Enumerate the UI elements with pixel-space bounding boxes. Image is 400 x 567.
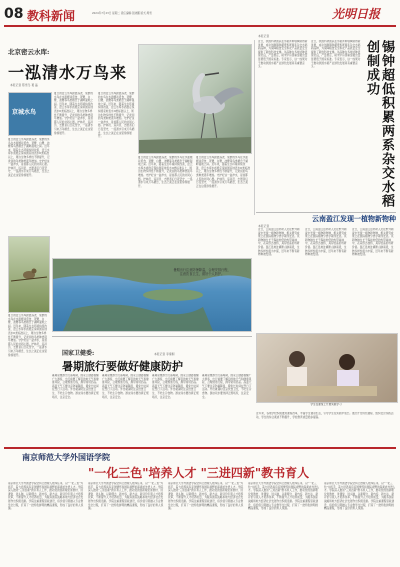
story4-kicker: 国家卫健委: <box>62 350 95 357</box>
banner-school: 南京师范大学外国语学院 <box>22 452 110 462</box>
banner-col-1: 南京师范大学外国语学院坚持立德树人根本任务，以"一化三色"为抓手，着力培养具有家国情怀和国际视野的高素质外语人才。学院深入推进"三进四新"教书育人工作，推动党的创新理论进教材、进课堂、进头脑，以新理念、新内容、新方法、新评价引领人才培养改革，不断提升人才培养质量，为服务国家战略和地方经济社会发展作出积极贡献。学院注重课程思政建设，将价值引领融入专业教学全过程，打造了一批特色鲜明的精品课程，形成了良好的育人氛围。 <box>8 482 84 511</box>
inset-label: 京城水鸟 <box>12 109 37 116</box>
story1-headline: 一泓清水万鸟来 <box>8 63 128 82</box>
story4-col-2: 暑期是旅游出行高峰期，国家卫健委提醒广大游客，出行前要了解目的地天气和健康风险，合理规划行程，携带常用药品。高温天气下要注意防暑降温，避免长时间在烈日下活动。外出就餐时注意饮食卫生，不吃生冷食物。游泳戏水要选择正规场所，注意安全。 <box>102 374 149 399</box>
story4-col-4: 暑期是旅游出行高峰期，国家卫健委提醒广大游客，出行前要了解目的地天气和健康风险，合理规划行程，携带常用药品。高温天气下要注意防暑降温，避免长时间在烈日下活动。外出就餐时注意饮食卫生，不吃生冷食物。游泳戏水要选择正规场所，注意安全。 <box>202 374 252 399</box>
story2-headline: 锡钟超低积累两系杂交水稻创制成功 <box>364 40 394 208</box>
story4-pullquote: 暑期出行注意防暑降温，合理安排行程，注意饮食卫生，做好个人防护。 <box>173 268 231 277</box>
newspaper-logo: 光明日报 <box>332 7 381 21</box>
story1-kicker: 北京密云水库: <box>8 48 50 56</box>
story1-col-1: 夏日的密云水库碧波荡漾，成群的水鸟在水面嬉戏觅食，苍鹭、白鹭、池鹭等鸟类栖息于湖畔湿地之间。近年来，随着生态环境持续改善，密云水库水质稳定保持国家地表水II类标准以上，周边生物多样性不断提升，记录到的鸟类种类逐年增加。守护好这一盆净水，是首都人民的共同心愿。护林员、巡河员、志愿者们日夜坚守，一泓清水引来万鸟栖息，生态之美正在这里徐徐展开。 <box>8 138 50 177</box>
story1-col-4: 夏日的密云水库碧波荡漾，成群的水鸟在水面嬉戏觅食，苍鹭、白鹭、池鹭等鸟类栖息于湖畔湿地之间。近年来，随着生态环境持续改善，密云水库水质稳定保持国家地表水II类标准以上，周边生物多样性不断提升，记录到的鸟类种类逐年增加。守护好这一盆净水，是首都人民的共同心愿。护林员、巡河员、志愿者们日夜坚守，一泓清水引来万鸟栖息，生态之美正在这里徐徐展开。 <box>138 156 193 188</box>
story4-rule <box>52 336 252 337</box>
classroom-illustration <box>257 334 397 402</box>
story1-col-6: 夏日的密云水库碧波荡漾，成群的水鸟在水面嬉戏觅食，苍鹭、白鹭、池鹭等鸟类栖息于湖畔湿地之间。近年来，随着生态环境持续改善，密云水库水质稳定保持国家地表水II类标准以上，周边生物多样性不断提升，记录到的鸟类种类逐年增加。守护好这一盆净水，是首都人民的共同心愿。护林员、巡河员、志愿者们日夜坚守，一泓清水引来万鸟栖息，生态之美正在这里徐徐展开。 <box>8 314 47 357</box>
story1-col-3: 夏日的密云水库碧波荡漾，成群的水鸟在水面嬉戏觅食，苍鹭、白鹭、池鹭等鸟类栖息于湖畔湿地之间。近年来，随着生态环境持续改善，密云水库水质稳定保持国家地表水II类标准以上，周边生物多样性不断提升，记录到的鸟类种类逐年增加。守护好这一盆净水，是首都人民的共同心愿。护林员、巡河员、志愿者们日夜坚守，一泓清水引来万鸟栖息，生态之美正在这里徐徐展开。 <box>98 92 135 139</box>
story3-col-3: 近日，云南盈江县科研人员在野外调查中发现一植物新物种，相关研究成果已在国际植物分类学期刊发表。该新物种生长于海拔较低的热带雨林中，花朵形态独特，具有较高的科研价值。盈江县地处横断山脉南段，生物多样性极为丰富，近年来不断有新物种被发现。 <box>352 228 394 257</box>
story4-col-1: 暑期是旅游出行高峰期，国家卫健委提醒广大游客，出行前要了解目的地天气和健康风险，合理规划行程，携带常用药品。高温天气下要注意防暑降温，避免长时间在烈日下活动。外出就餐时注意饮食卫生，不吃生冷食物。游泳戏水要选择正规场所，注意安全。 <box>52 374 99 399</box>
column-divider <box>254 40 255 215</box>
heron-illustration <box>139 45 251 153</box>
story3-col-1: 近日，云南盈江县科研人员在野外调查中发现一植物新物种，相关研究成果已在国际植物分类学期刊发表。该新物种生长于海拔较低的热带雨林中，花朵形态独特，具有较高的科研价值。盈江县地处横断山脉南段，生物多样性极为丰富，近年来不断有新物种被发现。 <box>258 228 300 257</box>
story3-headline: 云南盈江发现一植物新物种 <box>312 214 396 223</box>
page-header <box>0 0 400 28</box>
banner-headline: "一化三色"培养人才 "三进四新"教书育人 <box>88 466 310 480</box>
banner-col-4: 南京师范大学外国语学院坚持立德树人根本任务，以"一化三色"为抓手，着力培养具有家国情怀和国际视野的高素质外语人才。学院深入推进"三进四新"教书育人工作，推动党的创新理论进教材、进课堂、进头脑，以新理念、新内容、新方法、新评价引领人才培养改革，不断提升人才培养质量，为服务国家战略和地方经济社会发展作出积极贡献。学院注重课程思政建设，将价值引领融入专业教学全过程，打造了一批特色鲜明的精品课程，形成了良好的育人氛围。 <box>248 482 320 511</box>
banner-col-2: 南京师范大学外国语学院坚持立德树人根本任务，以"一化三色"为抓手，着力培养具有家国情怀和国际视野的高素质外语人才。学院深入推进"三进四新"教书育人工作，推动党的创新理论进教材、进课堂、进头脑，以新理念、新内容、新方法、新评价引领人才培养改革，不断提升人才培养质量，为服务国家战略和地方经济社会发展作出积极贡献。学院注重课程思政建设，将价值引领融入专业教学全过程，打造了一批特色鲜明的精品课程，形成了良好的育人氛围。 <box>88 482 164 511</box>
story5-body: 近年来，各地学校积极推进课程改革，丰富学生课余生活，引导学生在实践中成长。通过开设特色课程、组织社会实践活动，学生的综合素质不断提升，学校教育质量稳步提高。 <box>256 412 394 419</box>
issue-info: 2024年7月23日 星期二 责任编辑:张晓鹏 版式:周雪 <box>92 12 152 15</box>
heron-photo <box>138 44 252 154</box>
banner-col-3: 南京师范大学外国语学院坚持立德树人根本任务，以"一化三色"为抓手，着力培养具有家国情怀和国际视野的高素质外语人才。学院深入推进"三进四新"教书育人工作，推动党的创新理论进教材、进课堂、进头脑，以新理念、新内容、新方法、新评价引领人才培养改革，不断提升人才培养质量，为服务国家战略和地方经济社会发展作出积极贡献。学院注重课程思政建设，将价值引领融入专业教学全过程，打造了一批特色鲜明的精品课程，形成了良好的育人氛围。 <box>168 482 244 511</box>
section-title: 教科新闻 <box>27 9 76 23</box>
banner-rule <box>4 447 396 449</box>
classroom-photo <box>256 333 398 403</box>
story1-col-2: 夏日的密云水库碧波荡漾，成群的水鸟在水面嬉戏觅食，苍鹭、白鹭、池鹭等鸟类栖息于湖畔湿地之间。近年来，随着生态环境持续改善，密云水库水质稳定保持国家地表水II类标准以上，周边生物多样性不断提升，记录到的鸟类种类逐年增加。守护好这一盆净水，是首都人民的共同心愿。护林员、巡河员、志愿者们日夜坚守，一泓清水引来万鸟栖息，生态之美正在这里徐徐展开。 <box>54 92 93 135</box>
story3-rule <box>256 212 396 213</box>
story3-col-2: 近日，云南盈江县科研人员在野外调查中发现一植物新物种，相关研究成果已在国际植物分类学期刊发表。该新物种生长于海拔较低的热带雨林中，花朵形态独特，具有较高的科研价值。盈江县地处横断山脉南段，生物多样性极为丰富，近年来不断有新物种被发现。 <box>305 228 347 257</box>
story4-byline: 本报记者 李秦桐 <box>154 352 175 356</box>
story2-col-2: 近日，我国科研团队在水稻育种领域取得新进展，成功创制锡钟超低积累两系杂交水稻新品种，为保障粮食安全和农产品质量安全提供了新的科技支撑。该品种在多地试种表现优良，产量稳定，稻米中有害重金属含量显著低于国家标准。专家表示，这一成果对于推动我国水稻产业绿色发展具有重要意义。 <box>311 40 361 69</box>
page-number: 08 <box>4 6 24 22</box>
story2-col-1: 近日，我国科研团队在水稻育种领域取得新进展，成功创制锡钟超低积累两系杂交水稻新品种，为保障粮食安全和农产品质量安全提供了新的科技支撑。该品种在多地试种表现优良，产量稳定，稻米中有害重金属含量显著低于国家标准。专家表示，这一成果对于推动我国水稻产业绿色发展具有重要意义。 <box>258 40 308 69</box>
story4-col-3: 暑期是旅游出行高峰期，国家卫健委提醒广大游客，出行前要了解目的地天气和健康风险，合理规划行程，携带常用药品。高温天气下要注意防暑降温，避免长时间在烈日下活动。外出就餐时注意饮食卫生，不吃生冷食物。游泳戏水要选择正规场所，注意安全。 <box>152 374 199 399</box>
classroom-caption: 学生在课堂上开展实践学习 <box>310 403 342 406</box>
bird-illustration <box>9 237 49 312</box>
banner-col-5: 南京师范大学外国语学院坚持立德树人根本任务，以"一化三色"为抓手，着力培养具有家国情怀和国际视野的高素质外语人才。学院深入推进"三进四新"教书育人工作，推动党的创新理论进教材、进课堂、进头脑，以新理念、新内容、新方法、新评价引领人才培养改革，不断提升人才培养质量，为服务国家战略和地方经济社会发展作出积极贡献。学院注重课程思政建设，将价值引领融入专业教学全过程，打造了一批特色鲜明的精品课程，形成了良好的育人氛围。 <box>324 482 396 511</box>
header-rule <box>4 25 396 27</box>
inset-image <box>8 92 52 136</box>
story3-byline: 本报记者 <box>258 224 270 228</box>
story2-byline: 本报记者 <box>258 34 270 38</box>
story1-col-5: 夏日的密云水库碧波荡漾，成群的水鸟在水面嬉戏觅食，苍鹭、白鹭、池鹭等鸟类栖息于湖畔湿地之间。近年来，随着生态环境持续改善，密云水库水质稳定保持国家地表水II类标准以上，周边生物多样性不断提升，记录到的鸟类种类逐年增加。守护好这一盆净水，是首都人民的共同心愿。护林员、巡河员、志愿者们日夜坚守，一泓清水引来万鸟栖息，生态之美正在这里徐徐展开。 <box>196 156 250 188</box>
story1-byline: 本报记者 陈雪冬 葛 晶 <box>10 83 38 87</box>
bird-branch-photo <box>8 236 50 313</box>
story4-headline: 暑期旅行要做好健康防护 <box>62 360 183 373</box>
